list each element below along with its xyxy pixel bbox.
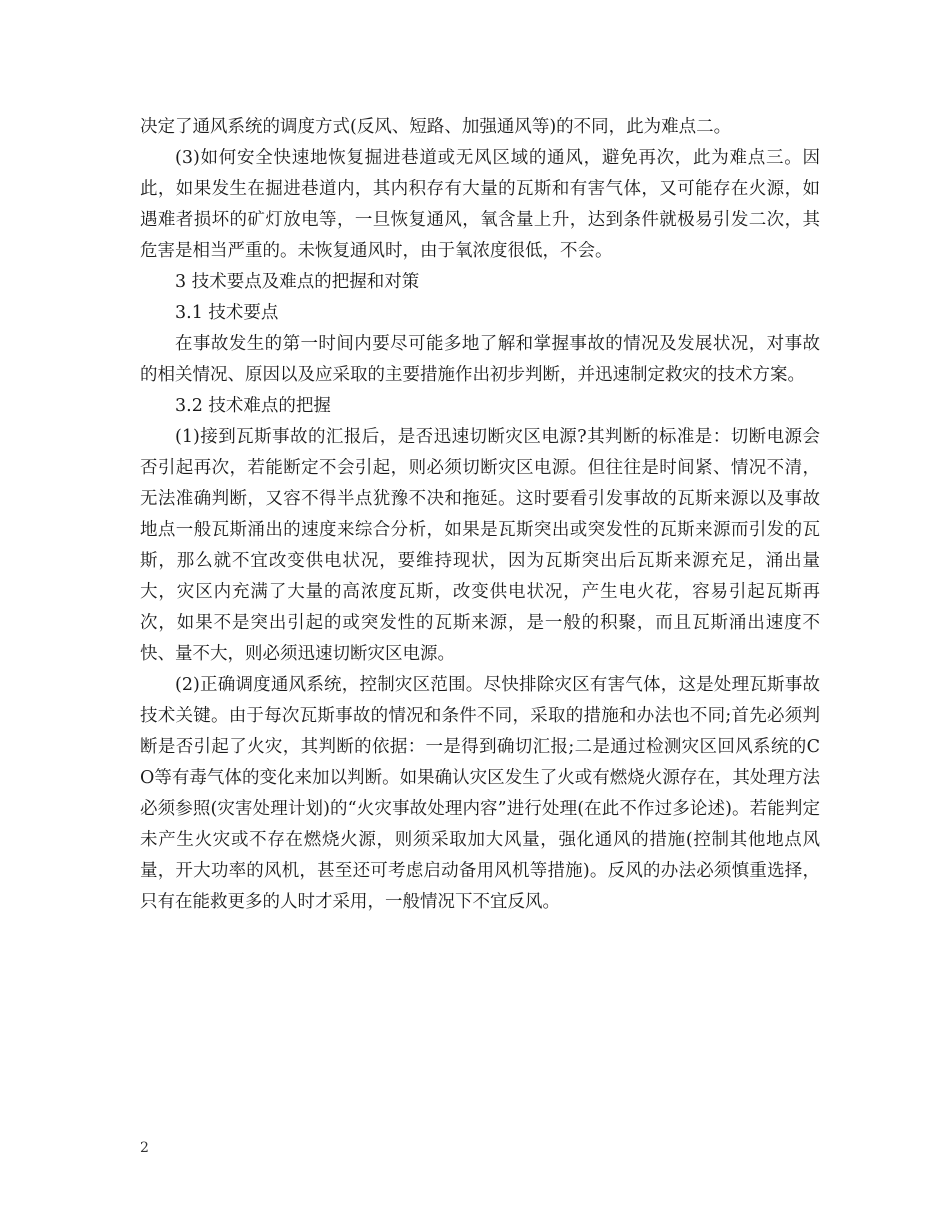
section-heading-3: 3 技术要点及难点的把握和对策: [175, 272, 420, 292]
section-heading-3-2: 3.2 技术难点的把握: [175, 396, 331, 416]
paragraph-ventilation-control: (2)正确调度通风系统，控制灾区范围。尽快排除灾区有害气体，这是处理瓦斯事故技术关键。由于每次瓦斯事故的情况和条件不同，采取的措施和办法也不同;首先必须判断是否引起了火灾，其判断的依据：一是得到确切汇报;二是通过检测灾区回风系统的CO等有毒气体的变化来加以判断。如果确认灾区发生了火或有燃烧火源存在，其处理方法必须参照(灾害处理计划)的“火灾事故处理内容”进行处理(在此不作过多论述)。若能判定未产生火灾或不存在燃烧火源，则须采取加大风量，强化通风的措施(控制其他地点风量，开大功率的风机，甚至还可考虑启动备用风机等措施)。反风的办法必须慎重选择，只有在能救更多的人时才采用，一般情况下不宜反风。: [140, 675, 820, 912]
section-heading-3-1: 3.1 技术要点: [175, 303, 279, 323]
paragraph-difficulty-three: (3)如何安全快速地恢复掘进巷道或无风区域的通风，避免再次，此为难点三。因此，如果发生在掘进巷道内，其内积存有大量的瓦斯和有害气体，又可能存在火源，如遇难者损坏的矿灯放电等，一旦恢复通风，氧含量上升，达到条件就极易引发二次，其危害是相当严重的。未恢复通风时，由于氧浓度很低，不会。: [140, 148, 820, 261]
paragraph-continuation: 决定了通风系统的调度方式(反风、短路、加强通风等)的不同，此为难点二。: [140, 117, 732, 137]
paragraph-technical-points: 在事故发生的第一时间内要尽可能多地了解和掌握事故的情况及发展状况，对事故的相关情况、原因以及应采取的主要措施作出初步判断，并迅速制定救灾的技术方案。: [140, 334, 820, 385]
paragraph-power-cutoff: (1)接到瓦斯事故的汇报后，是否迅速切断灾区电源?其判断的标准是：切断电源会否引起再次，若能断定不会引起，则必须切断灾区电源。但往往是时间紧、情况不清，无法准确判断，又容不得半点犹豫不决和拖延。这时要看引发事故的瓦斯来源以及事故地点一般瓦斯涌出的速度来综合分析，如果是瓦斯突出或突发性的瓦斯来源而引发的瓦斯，那么就不宜改变供电状况，要维持现状，因为瓦斯突出后瓦斯来源充足，涌出量大，灾区内充满了大量的高浓度瓦斯，改变供电状况，产生电火花，容易引起瓦斯再次，如果不是突出引起的或突发性的瓦斯来源，是一般的积聚，而且瓦斯涌出速度不快、量不大，则必须迅速切断灾区电源。: [140, 427, 820, 664]
page-number: 2: [140, 1140, 149, 1156]
document-body: [140, 112, 820, 918]
